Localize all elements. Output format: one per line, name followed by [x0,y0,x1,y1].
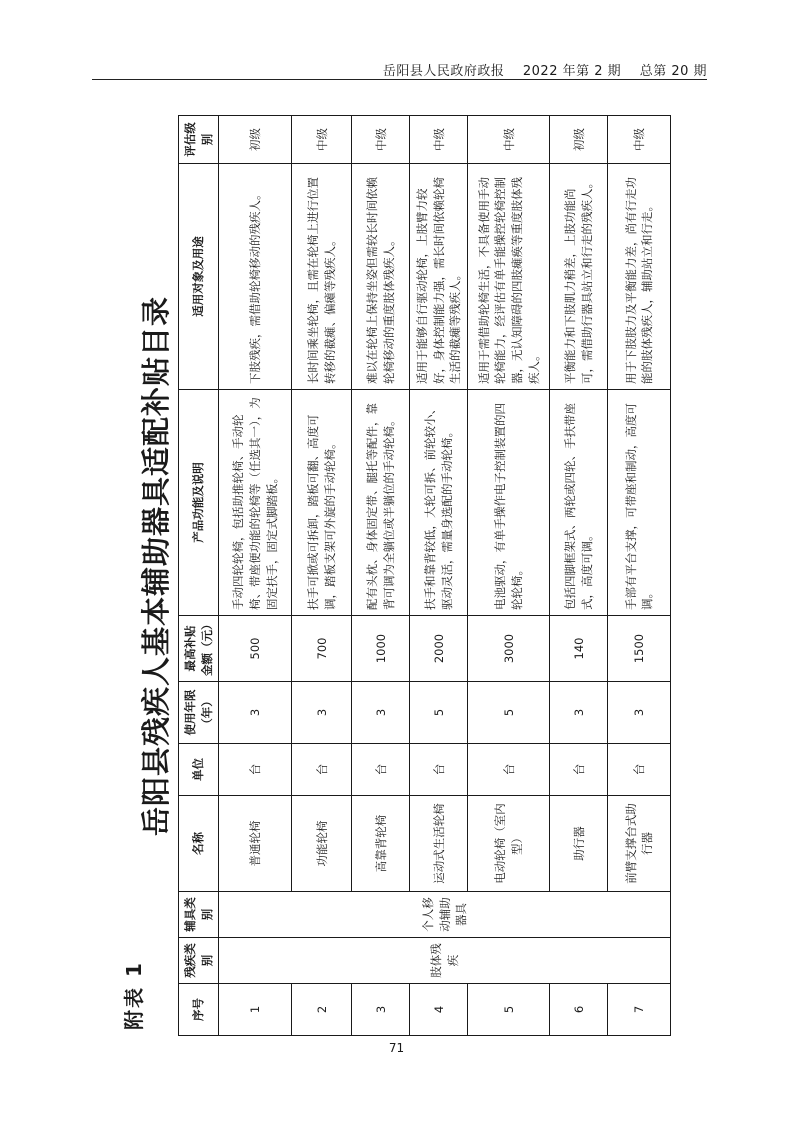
cell-amount: 2000 [410,616,468,682]
cell-function: 电池驱动，有单手操作电子控制装置的四轮轮椅。 [468,390,550,616]
cell-name: 运动式生活轮椅 [410,796,468,892]
cell-amount: 1000 [352,616,410,682]
cell-unit: 台 [352,744,410,796]
cell-unit: 台 [608,744,671,796]
cell-unit: 台 [219,744,292,796]
cell-function: 包括四脚框架式、两轮或四轮、手扶带座式，高度可调。 [550,390,608,616]
header-total: 总第 20 期 [639,64,707,79]
cell-usage: 平衡能力和下肢肌力稍差，上肢功能尚可，需借助行器具站立和行走的残疾人。 [550,164,608,390]
col-header-function: 产品功能及说明 [179,390,219,616]
cell-function: 手动四轮轮椅，包括助推轮椅、手动轮椅、带座便功能的轮椅等（任选其一），为固定扶手，固定式脚踏板。 [219,390,292,616]
cell-category-group: 个人移动辅助器具 [219,892,671,938]
cell-usage: 长时间乘坐轮椅，且需在轮椅上进行位置转移的截瘫、偏瘫等残疾人。 [292,164,352,390]
cell-level: 中级 [352,116,410,164]
cell-usage: 用于下肢肢力及平衡能力差，尚有行走功能的肢体残疾人，辅助站立和行走。 [608,164,671,390]
col-header-unit: 单位 [179,744,219,796]
rotated-table-block [96,116,696,1036]
cell-level: 初级 [550,116,608,164]
cell-years: 3 [608,682,671,744]
header-rule [92,79,707,80]
cell-no: 5 [468,984,550,1036]
col-header-usage: 适用对象及用途 [179,164,219,390]
cell-unit: 台 [410,744,468,796]
cell-function: 配有头枕、身体固定带、腿托等配件，靠背可调为全躺位或半躺位的手动轮椅。 [352,390,410,616]
cell-amount: 700 [292,616,352,682]
col-header-no: 序号 [179,984,219,1036]
cell-level: 中级 [292,116,352,164]
cell-level: 初级 [219,116,292,164]
cell-no: 1 [219,984,292,1036]
col-header-name: 名称 [179,796,219,892]
table-header-row [179,116,219,1036]
col-header-years: 使用年限（年） [179,682,219,744]
attachment-label: 附表 1 [122,961,146,1030]
table-row [219,116,292,1036]
cell-name: 前臂支撑台式助行器 [608,796,671,892]
document-title: 岳阳县残疾人基本辅助器具适配补贴目录 [139,295,173,836]
cell-years: 5 [468,682,550,744]
subsidy-table [178,115,671,1036]
header-publication: 岳阳县人民政府政报 [382,64,505,79]
cell-no: 6 [550,984,608,1036]
running-header [383,60,707,79]
cell-amount: 3000 [468,616,550,682]
col-header-disability: 残疾类别 [179,938,219,984]
cell-unit: 台 [292,744,352,796]
cell-function: 手部有平台支撑，可带座和制动，高度可调。 [608,390,671,616]
col-header-level: 评估级别 [179,116,219,164]
cell-level: 中级 [468,116,550,164]
page-number: 71 [388,1041,405,1055]
cell-years: 3 [550,682,608,744]
cell-usage: 难以在轮椅上保持坐姿但需较长时间依赖轮椅移动的重度肢体残疾人。 [352,164,410,390]
cell-level: 中级 [608,116,671,164]
header-issue: 2022 年第 2 期 [522,64,622,79]
cell-function: 扶手和靠背较低，大轮可拆、前轮较小、驱动灵活，需量身选配的手动轮椅。 [410,390,468,616]
col-header-device-category: 辅具类别 [179,892,219,938]
cell-years: 5 [410,682,468,744]
cell-years: 3 [292,682,352,744]
cell-name: 普通轮椅 [219,796,292,892]
cell-disability-group: 肢体残疾 [219,938,671,984]
cell-usage: 适用于需借助轮椅生活，不具备使用手动轮椅能力，经评估有单手能操控轮椅控制器，无认知障碍的四肢瘫痪等重度肢体残疾人。 [468,164,550,390]
cell-no: 2 [292,984,352,1036]
cell-name: 助行器 [550,796,608,892]
cell-years: 3 [219,682,292,744]
cell-no: 7 [608,984,671,1036]
cell-amount: 500 [219,616,292,682]
cell-function: 扶手可掀或可拆卸，踏板可翻、高度可调，踏板支架可外旋的手动轮椅。 [292,390,352,616]
cell-no: 4 [410,984,468,1036]
col-header-amount: 最高补贴金额（元） [179,616,219,682]
cell-years: 3 [352,682,410,744]
cell-name: 高靠背轮椅 [352,796,410,892]
cell-amount: 140 [550,616,608,682]
cell-name: 电动轮椅（室内型） [468,796,550,892]
cell-unit: 台 [468,744,550,796]
cell-usage: 下肢残疾，需借助轮椅移动的残疾人。 [219,164,292,390]
cell-no: 3 [352,984,410,1036]
cell-usage: 适用于能够自行驱动轮椅，上肢臂力较好，身体控制能力强，需长时间依赖轮椅生活的截瘫等残疾人。 [410,164,468,390]
cell-amount: 1500 [608,616,671,682]
cell-unit: 台 [550,744,608,796]
cell-name: 功能轮椅 [292,796,352,892]
cell-level: 中级 [410,116,468,164]
